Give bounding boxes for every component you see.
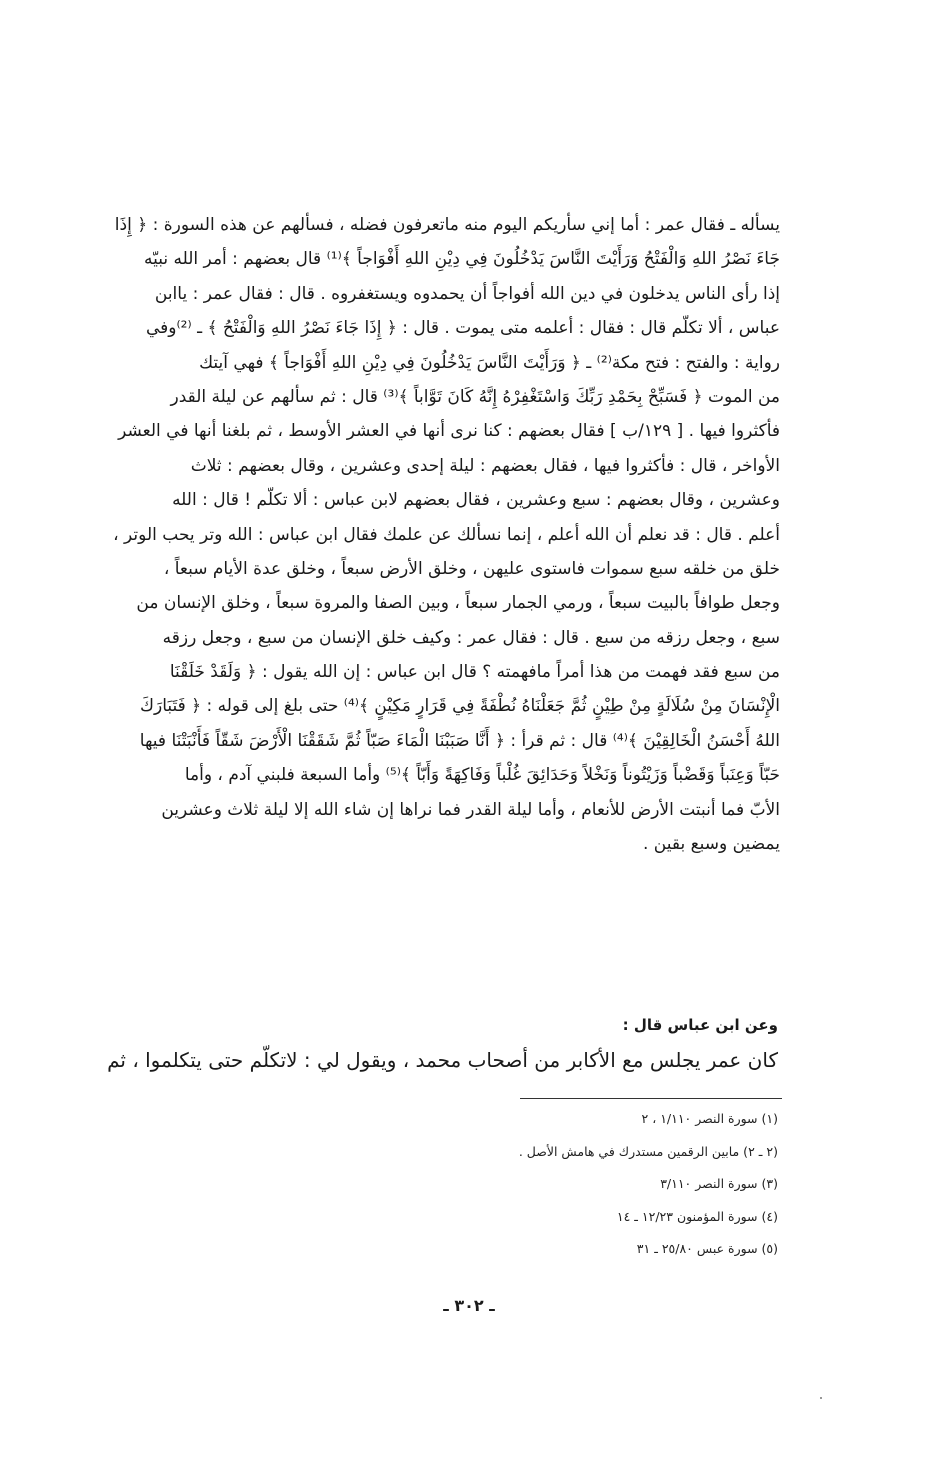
text-line: وجعل طوافاً بالبيت سبعاً ، ورمي الجمار سبعاً ، وبين الصفا والمروة سبعاً ، وخلق الإنسان من (136, 593, 780, 614)
scan-speck (820, 1397, 822, 1399)
text-line: اللهُ أَحْسَنُ الْخَالِقِيْنَ ﴾⁽⁴⁾ قال : ثم قرأ : ﴿ أَنَّا صَبَبْنَا الْمَاءَ صَبّاً ثُمَّ شَقَقْنَا الْأَرْضَ شَقّاً فَأَنْبَتْنَا فيها (139, 730, 780, 751)
text-line: وعشرين ، وقال بعضهم : سبع وعشرين ، فقال بعضهم لابن عباس : ألا تكلّم ! قال : الله (172, 490, 780, 511)
page-number: ـ ٣٠٢ ـ (443, 1296, 495, 1315)
text-line: حَبّاً وَعِنَباً وَقَضْباً وَزَيْتُوناً وَنَخْلاً وَحَدَائِقَ غُلْباً وَفَاكِهَةً وَأَبّاً ﴾⁽⁵⁾ وأما السبعة فلبني آدم ، وأما (184, 765, 780, 786)
text-line: سبع ، وجعل رزقه من سبع . قال : فقال عمر : وكيف خلق الإنسان من سبع ، وجعل رزقه (162, 627, 780, 648)
main-text-block (113, 208, 780, 861)
text-line: إذا رأى الناس يدخلون في دين الله أفواجاً أن يحمدوه ويستغفروه . قال : فقال عمر : ياابن (154, 283, 780, 304)
footnotes (158, 1103, 778, 1266)
text-line: من الموت ﴿ فَسَبِّحْ بِحَمْدِ رَبِّكَ وَاسْتَغْفِرْهُ إِنَّهُ كَانَ تَوَّاباً ﴾⁽³⁾ قال : ثم سألهم عن ليلة القدر (170, 386, 780, 407)
footnote: (٥) سورة عبس ٢٥/٨٠ ـ ٣١ (636, 1241, 778, 1256)
text-line: يسأله ـ فقال عمر : أما إني سأريكم اليوم منه ماتعرفون فضله ، فسألهم عن هذه السورة : ﴿ إِذَا (114, 215, 780, 235)
footnote-divider (520, 1098, 782, 1099)
section-paragraph: كان عمر يجلس مع الأكابر من أصحاب محمد ، ويقول لي : لاتكلّم حتى يتكلموا ، ثم (107, 1048, 778, 1072)
text-line: يمضين وسبع بقين . (642, 834, 780, 855)
text-line: خلق من خلقه سبع سموات فاستوى عليهن ، وخلق الأرض سبعاً ، وخلق عدة الأيام سبعاً ، (163, 558, 780, 579)
section-heading: وعن ابن عباس قال : (622, 1016, 778, 1034)
footnote: (٤) سورة المؤمنون ١٢/٢٣ ـ ١٤ (616, 1208, 778, 1224)
text-line: فأكثروا فيها . [ ١٢٩/ب ] فقال بعضهم : كنا نرى أنها في العشر الأوسط ، ثم بلغنا أنها في العشر (118, 421, 780, 442)
text-line: رواية : والفتح : فتح مكة⁽²⁾ ـ ﴿ وَرَأَيْتَ النَّاسَ يَدْخُلُونَ فِي دِيْنِ اللهِ أَفْوَاجاً ﴾ فهي آيتك (199, 352, 780, 373)
footnote: (٢ ـ ٢) مابين الرقمين مستدرك في هامش الأصل . (518, 1143, 778, 1159)
text-line: جَاءَ نَصْرُ اللهِ وَالْفَتْحُ وَرَأَيْتَ النَّاسَ يَدْخُلُونَ فِي دِيْنِ اللهِ أَفْوَاجاً ﴾⁽¹⁾ قال بعضهم : أمر الله نبيّه (144, 249, 780, 270)
text-line: الأواخر ، قال : فأكثروا فيها ، فقال بعضهم : ليلة إحدى وعشرين ، وقال بعضهم : ثلاث (190, 455, 780, 476)
text-line: من سبع فقد فهمت من هذا أمراً مافهمته ؟ قال ابن عباس : إن الله يقول : ﴿ وَلَقَدْ خَلَقْنَا (169, 662, 780, 683)
text-line: أعلم . قال : قد نعلم أن الله أعلم ، إنما نسألك عن علمك فقال ابن عباس : الله وتر يحب الوتر ، (113, 524, 780, 545)
text-line: عباس ، ألا تكلّم قال : فقال : أعلمه متى يموت . قال : ﴿ إِذَا جَاءَ نَصْرُ اللهِ وَالْفَتْحُ ﴾ ـ ⁽²⁾وفي (145, 318, 780, 339)
text-line: الْإِنْسَانَ مِنْ سُلَالَةٍ مِنْ طِيْنٍ ثُمَّ جَعَلْنَاهُ نُطْفَةً فِي قَرَارٍ مَكِيْنٍ ﴾⁽⁴⁾ حتى بلغ إلى قوله : ﴿ فَتَبَارَكَ (139, 696, 780, 717)
footnote: (١) سورة النصر ١/١١٠ ، ٢ (641, 1111, 778, 1126)
text-line: الأبّ فما أنبتت الأرض للأنعام ، وأما ليلة القدر فما نراها إن شاء الله إلا ليلة ثلاث وعشرين (161, 799, 780, 820)
footnote: (٣) سورة النصر ٣/١١٠ (660, 1176, 778, 1191)
